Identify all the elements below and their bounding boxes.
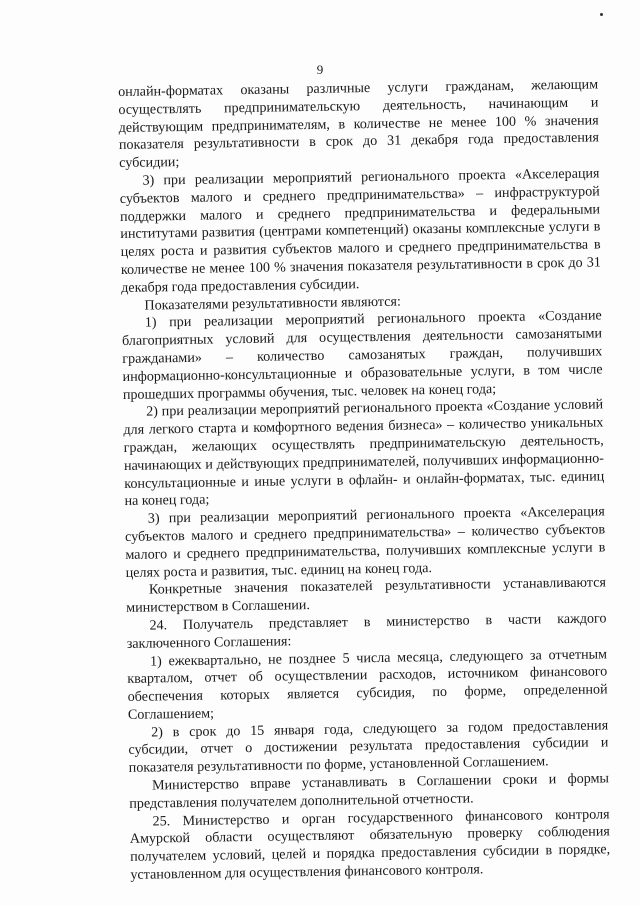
paragraph-10: 2) в срок до 15 января года, следующего за годом предоставления субсидии, отчет о достижении результата предоставления субсидии и показателя результативности по форме, установленной Соглашением. (128, 717, 609, 777)
paragraph-7: Конкретные значения показателей результативности устанавливаются министерством в Соглашении. (126, 574, 607, 617)
paragraph-11: Министерство вправе устанавливать в Соглашении сроки и формы представления получателем дополнительной отчетности. (129, 770, 610, 812)
paragraph-3: Показателями результативности являются: (144, 293, 401, 314)
paragraph-5: 2) при реализации мероприятий регионального проекта «Создание условий для легкого старта и комфортного ведения бизнеса» – количество уникальных граждан, желающих осуществлять предпринимательскую деятельность, начинающих и действующих предпринимателей, получивших информационно-консультационные и иные услуги в офлайн- и онлайн-форматах, тыс. единиц на конец года; (123, 396, 605, 510)
paragraph-2: 3) при реализации мероприятий регионального проекта «Акселерация субъектов малого и среднего предпринимательства» – инфраструктурой поддержки малого и среднего предпринимательства и федеральными институтами развития (центрами компетенций) оказаны комплексные услуги в целях роста и развития субъектов малого и среднего предпринимательства в количестве не менее 100 % значения показателя результативности в срок до 31 декабря года предоставления субсидии. (119, 165, 601, 296)
paragraph-1: онлайн-форматах оказаны различные услуги гражданам, желающим осуществлять предпринимательскую деятельность, начинающим и действующим предпринимателям, в количестве не менее 100 % значения показателя результативности в срок до 31 декабря года предоставления субсидии; (118, 76, 600, 172)
page-number: 9 (316, 62, 324, 77)
paragraph-9: 1) ежеквартально, не позднее 5 числа месяца, следующего за отчетным кварталом, отчет об осуществлении расходов, источником финансового обеспечения которых является субсидия, по форме, определенной Соглашением; (127, 645, 608, 723)
paragraph-6: 3) при реализации мероприятий регионального проекта «Акселерация субъектов малого и среднего предпринимательства» – количество субъектов малого и среднего предпринимательства, получивших комплексные услуги в целях роста и развития, тыс. единиц на конец года. (124, 503, 606, 581)
paragraph-4: 1) при реализации мероприятий регионального проекта «Создание благоприятных условий для осуществления деятельности самозанятыми гражданами» – количество самозанятых граждан, получивших информационно-консультационные и образовательные услуги, в том числе прошедших программы обучения, тыс. человек на конец года; (121, 307, 603, 403)
scan-mark (600, 13, 603, 16)
paragraph-12: 25. Министерство и орган государственного финансового контроля Амурской области осуществляют обязательную проверку соблюдения получателем условий, целей и порядка предоставления субсидии в порядке, установленном для осуществления финансового контроля. (129, 806, 611, 883)
paragraph-8: 24. Получатель представляет в министерство в части каждого заключенного Соглашения: (126, 610, 607, 652)
document-body (118, 76, 611, 884)
